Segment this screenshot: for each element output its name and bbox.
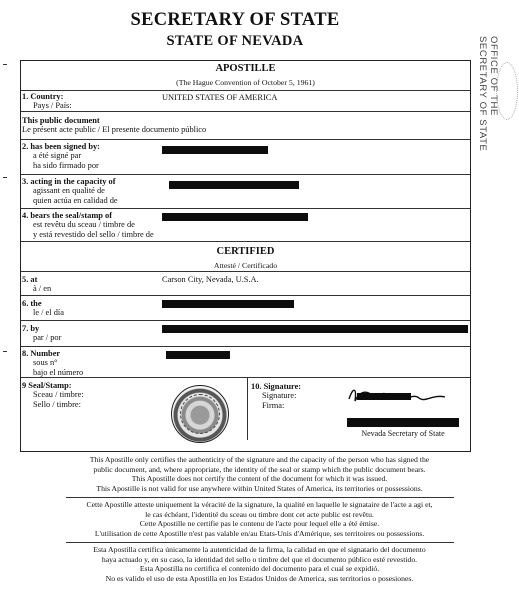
margin-mark: [3, 64, 7, 65]
apostille-convention: (The Hague Convention of October 5, 1961): [176, 78, 315, 87]
signature-box-sublabel: Signature:: [262, 391, 297, 401]
redacted-value: [162, 300, 294, 308]
field-seal-stamp-sublabel: est revêtu du sceau / timbre de: [33, 220, 135, 230]
field-by: [21, 321, 470, 347]
certified-title: CERTIFIED: [216, 246, 275, 257]
disclaimer-line: This Apostille only certifies the authenticity of the signature and the capacity of the person who has signed the: [89, 455, 430, 464]
field-public-document-sublabel: Le présent acte public / El presente documento público: [22, 125, 207, 135]
field-capacity-sublabel: quien actúa en calidad de: [33, 195, 118, 205]
field-at: [21, 272, 470, 296]
field-date-label: 6. the: [22, 299, 42, 308]
seal-box-label: 9 Seal/Stamp:: [22, 381, 72, 390]
field-public-document: [21, 112, 470, 140]
disclaimer-line: This Apostille is not valid for use anywhere within United States of America, its territories or possessions.: [96, 483, 423, 493]
field-at-label: 5. at: [22, 275, 38, 284]
disclaimer-line: Esta Apostilla no certifica el contenido del documento para el cual se expidió.: [139, 564, 380, 573]
field-by-sublabel: par / por: [33, 333, 62, 343]
field-signed-by-sublabel: a été signé par: [33, 151, 82, 161]
field-seal-stamp-sublabel: y está revestido del sello / timbre de: [33, 229, 154, 239]
disclaimer-line: le cas échéant, l'identité du sceau ou timbre dont cet acte public est revêtu.: [145, 509, 374, 519]
field-country-value: UNITED STATES OF AMERICA: [162, 93, 278, 102]
document-subtitle: STATE OF NEVADA: [166, 33, 304, 49]
disclaimer-line: This Apostille does not certify the content of the document for which it was issued.: [131, 474, 388, 483]
divider: [66, 542, 454, 543]
column-divider: [247, 378, 248, 440]
signature-box-label: 10. Signature:: [251, 382, 302, 391]
disclaimer-line: Cette Apostille ne certifie pas le contenu de l'acte pour lequel elle a été émise.: [139, 519, 380, 528]
emboss-mark: [496, 62, 518, 120]
disclaimer-line: public document, and, where appropriate, the identity of the seal or stamp which the public document bears.: [93, 464, 426, 474]
redacted-value: [169, 181, 299, 189]
field-number-sublabel: bajo el número: [33, 367, 84, 377]
handwritten-signature-icon: [347, 385, 447, 407]
certified-subtitle: Attesté / Certificado: [213, 261, 278, 270]
disclaimer-spanish: [0, 545, 519, 583]
disclaimer-english: [0, 455, 519, 493]
signer-title: Nevada Secretary of State: [361, 429, 445, 438]
field-date-sublabel: le / el día: [33, 308, 64, 318]
seal-box-sublabel: Sello / timbre:: [33, 399, 81, 409]
margin-mark: [3, 351, 7, 352]
disclaimer-line: No es valido el uso de esta Apostilla en los Estados Unidos de America, sus territorios o posesiones.: [105, 573, 414, 583]
redacted-value: [162, 146, 268, 154]
field-number: [21, 347, 470, 378]
field-country-sublabel: Pays / País:: [33, 101, 72, 111]
redacted-value: [162, 325, 468, 333]
side-stamp-line-2: SECRETARY OF STATE: [477, 36, 488, 152]
disclaimer-line: Cette Apostille atteste uniquement la véracité de la signature, la qualité en laquelle le signataire de l'acte a agi et,: [86, 500, 433, 509]
field-country: [21, 91, 470, 112]
seal-box-sublabel: Sceau / timbre:: [33, 390, 84, 400]
redacted-value: [162, 213, 308, 221]
field-capacity: [21, 175, 470, 209]
field-seal-stamp-label: 4. bears the seal/stamp of: [22, 211, 113, 220]
document-title: SECRETARY OF STATE: [130, 10, 340, 30]
field-signed-by-label: 2. has been signed by:: [22, 142, 100, 151]
field-capacity-sublabel: agissant en qualité de: [33, 186, 105, 196]
field-seal-stamp: [21, 209, 470, 242]
redacted-value: [347, 418, 459, 427]
field-number-sublabel: sous n°: [33, 358, 58, 368]
field-by-label: 7. by: [22, 324, 40, 333]
field-signed-by: [21, 140, 470, 175]
field-at-sublabel: à / en: [33, 284, 52, 294]
certified-header: [21, 242, 470, 272]
field-at-value: Carson City, Nevada, U.S.A.: [162, 275, 259, 284]
disclaimer-line: haya actuado y, en su caso, la identidad del sello o timbre del que el documento público esté revestido.: [101, 554, 418, 564]
field-public-document-label: This public document: [22, 116, 100, 125]
field-date: [21, 296, 470, 321]
nevada-state-seal-icon: [171, 385, 229, 443]
redacted-value: [166, 351, 230, 359]
field-country-label: 1. Country:: [22, 92, 64, 101]
signature-box-sublabel: Firma:: [262, 400, 285, 410]
apostille-title: APOSTILLE: [215, 63, 276, 74]
disclaimer-line: Esta Apostilla certifica únicamente la autenticidad de la firma, la calidad en que el signatario del documento: [93, 545, 426, 554]
seal-signature-row: [21, 378, 470, 452]
field-number-label: 8. Number: [22, 349, 61, 358]
disclaimer-french: [0, 500, 519, 538]
apostille-form: [20, 60, 471, 452]
field-capacity-label: 3. acting in the capacity of: [22, 177, 116, 186]
field-signed-by-sublabel: ha sido firmado por: [33, 160, 99, 170]
margin-mark: [3, 177, 7, 178]
divider: [66, 497, 454, 498]
disclaimer-line: L'utilisation de cette Apostille n'est pas valable en/au Etats-Unis d'Amérique, ses territoires ou possessions.: [94, 528, 425, 538]
side-stamp-line-1: OFFICE OF THE: [488, 36, 499, 116]
apostille-header: [21, 61, 470, 91]
